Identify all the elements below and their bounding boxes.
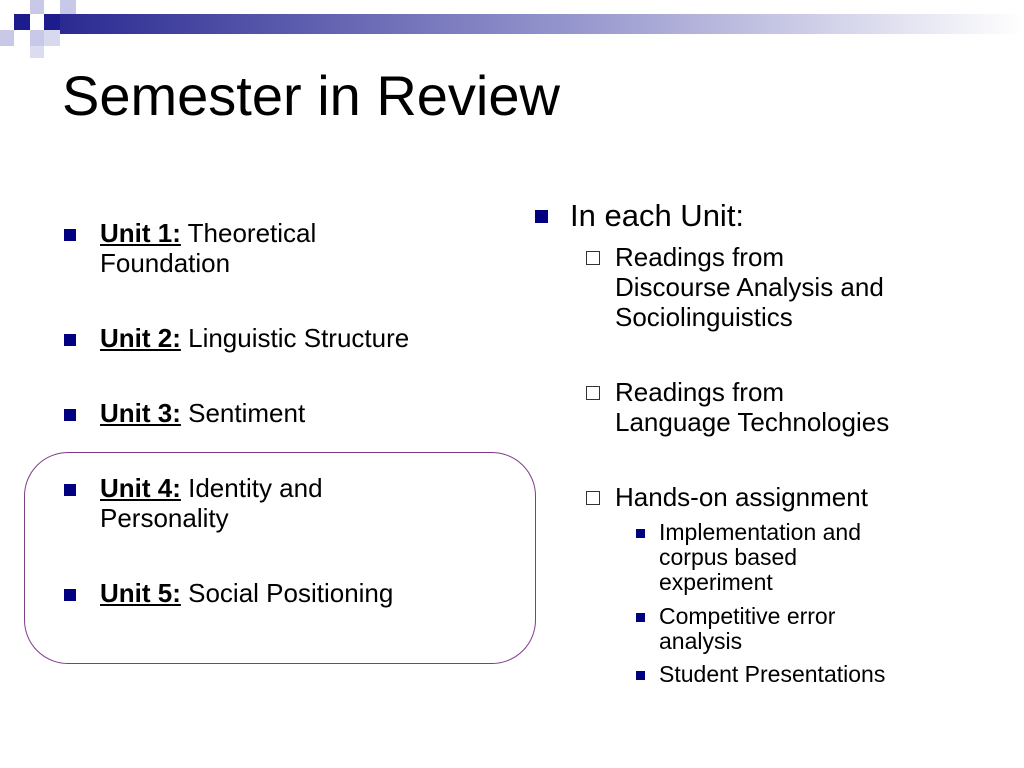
bullet-square: [636, 613, 645, 622]
list-item-text: [100, 473, 323, 504]
unit-title: Social Positioning: [180, 578, 394, 608]
list-item-line: Competitive error: [659, 603, 836, 629]
decor-square: [44, 30, 60, 46]
bullet-square: [64, 409, 76, 421]
decor-square: [0, 30, 14, 46]
decor-square: [30, 0, 44, 14]
bullet-square: [64, 589, 76, 601]
unit-title: Identity and: [180, 473, 323, 503]
list-item-line: Discourse Analysis and: [615, 272, 884, 302]
list-item-line: corpus based: [659, 544, 798, 570]
unit-title: Sentiment: [180, 398, 306, 428]
list-item-line: Hands-on assignment: [615, 482, 868, 512]
unit-title: Theoretical: [180, 218, 317, 248]
unit-title-continued: Foundation: [100, 248, 231, 278]
unit-label: Unit 4:: [100, 473, 181, 503]
bullet-square: [535, 210, 548, 223]
unit-title: Linguistic Structure: [180, 323, 410, 353]
list-item-line: experiment: [659, 569, 773, 595]
bullet-square: [636, 529, 645, 538]
slide-title: Semester in Review: [62, 64, 560, 127]
list-item-text: [100, 578, 393, 609]
gradient-band: [60, 14, 1024, 34]
bullet-hollow-square: [586, 491, 600, 505]
section-heading: In each Unit:: [570, 198, 745, 233]
decor-square: [60, 0, 76, 14]
bullet-square: [636, 671, 645, 680]
list-item-line: Readings from: [615, 377, 785, 407]
decor-square: [30, 46, 44, 58]
bullet-hollow-square: [586, 251, 600, 265]
list-item-text: [100, 398, 305, 429]
bullet-square: [64, 334, 76, 346]
bullet-square: [64, 484, 76, 496]
list-item-line: Readings from: [615, 242, 785, 272]
bullet-hollow-square: [586, 386, 600, 400]
unit-label: Unit 5:: [100, 578, 181, 608]
list-item-text: [100, 323, 409, 354]
decor-square: [30, 30, 44, 46]
list-item-line: Sociolinguistics: [615, 302, 793, 332]
list-item-line: Implementation and: [659, 519, 862, 545]
unit-title-continued: Personality: [100, 503, 229, 533]
unit-label: Unit 1:: [100, 218, 181, 248]
decor-square: [14, 14, 30, 30]
bullet-square: [64, 229, 76, 241]
list-item-line: analysis: [659, 628, 743, 654]
list-item-line: Student Presentations: [659, 661, 886, 687]
header-decoration: [0, 0, 1024, 60]
list-item-text: [100, 218, 316, 249]
unit-label: Unit 2:: [100, 323, 181, 353]
list-item-line: Language Technologies: [615, 407, 890, 437]
decor-square: [44, 14, 60, 30]
unit-label: Unit 3:: [100, 398, 181, 428]
